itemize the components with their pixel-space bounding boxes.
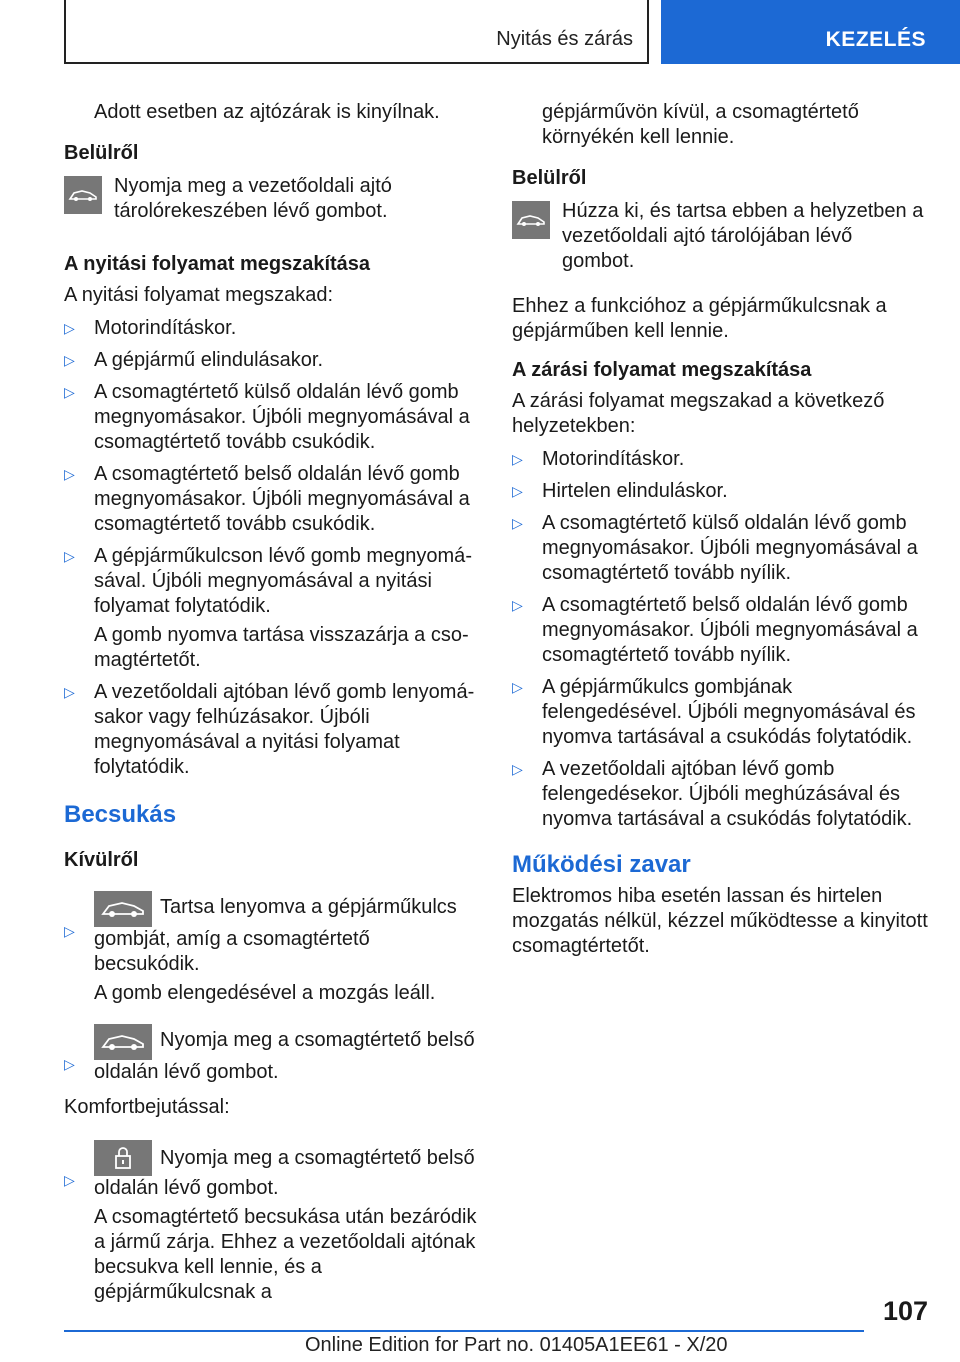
paragraph: Ehhez a funkcióhoz a gépjárműkulcsnak a gépjárműben kell lennie. <box>512 295 887 342</box>
triangle-bullet-icon: ▷ <box>64 1172 75 1188</box>
heading-fault: Működési zavar <box>512 851 691 878</box>
list-item: ▷ A gépjárműkulcs gombjának felengedésével. Újbóli megnyomásával és nyomva tartásával a csukódás folytatódik. <box>512 676 916 748</box>
list-item: ▷ A vezetőoldali ajtóban lévő gomb lenyomásakor vagy felhúzásakor. Újbóli megnyomásával a nyitási folyamat folytatódik. <box>64 681 475 778</box>
chapter-title: KEZELÉS <box>825 28 926 51</box>
list-item: ▷ Nyomja meg a csomagtértető belső oldalán lévő gombot. <box>64 1024 479 1085</box>
paragraph: A gomb nyomva tartása visszazárja a csomagtértetőt. <box>94 624 469 671</box>
bullet-list <box>64 1140 479 1305</box>
subheading-inside: Belülről <box>512 167 587 189</box>
paragraph: A csomagtértető becsukása után bezáródik a jármű zárja. Ehhez a vezetőoldali ajtónak becsukva kell lennie, és a gépjárműkulcsnak a <box>94 1206 477 1303</box>
car-tailgate-icon <box>94 891 152 927</box>
triangle-bullet-icon: ▷ <box>64 684 75 700</box>
triangle-bullet-icon: ▷ <box>64 548 75 564</box>
paragraph: A nyitási folyamat megszakad: <box>64 284 334 306</box>
bullet-list <box>512 447 928 832</box>
subheading-inside: Belülről <box>64 142 139 164</box>
list-item: ▷ A csomagtértető belső oldalán lévő gomb megnyomásakor. Újbóli megnyomásával a csomagtértető tovább nyílik. <box>512 594 918 666</box>
triangle-bullet-icon: ▷ <box>64 384 75 400</box>
edition-note: Online Edition for Part no. 01405A1EE61 - X/20 <box>305 1334 728 1356</box>
subheading-abort-closing: A zárási folyamat megszakítása <box>512 359 812 381</box>
subheading-outside: Kívülről <box>64 849 139 871</box>
triangle-bullet-icon: ▷ <box>64 1056 75 1072</box>
subheading-abort-opening: A nyitási folyamat megszakítása <box>64 253 371 275</box>
paragraph: A zárási folyamat megszakad a következő helyzetekben: <box>512 390 885 437</box>
list-item: ▷ A vezetőoldali ajtóban lévő gomb felengedésekor. Újbóli meghúzásával és nyomva tartásával a csukódás folytatódik. <box>512 758 913 830</box>
paragraph: Komfortbejutással: <box>64 1096 230 1118</box>
paragraph: Adott esetben az ajtózárak is kinyílnak. <box>94 101 440 123</box>
left-column <box>64 100 479 1312</box>
paragraph: Nyomja meg a vezetőoldali ajtó tárolórekeszében lévő gombot. <box>114 175 392 222</box>
paragraph: Elektromos hiba esetén lassan és hirtelen mozgatás nélkül, kézzel működtesse a kinyitott csomagtértetőt. <box>512 885 928 957</box>
triangle-bullet-icon: ▷ <box>512 597 523 613</box>
triangle-bullet-icon: ▷ <box>512 451 523 467</box>
triangle-bullet-icon: ▷ <box>64 352 75 368</box>
list-item: ▷ Tartsa lenyomva a gépjárműkulcs gombját, amíg a csomagtértető becsukódik. A gomb elengedésével a mozgás leáll. <box>64 891 479 1006</box>
lock-icon <box>94 1140 152 1176</box>
triangle-bullet-icon: ▷ <box>512 761 523 777</box>
triangle-bullet-icon: ▷ <box>64 320 75 336</box>
list-item: ▷ A csomagtértető külső oldalán lévő gomb megnyomásakor. Újbóli megnyomásával a csomagtértető tovább nyílik. <box>512 512 918 584</box>
triangle-bullet-icon: ▷ <box>512 515 523 531</box>
icon-paragraph <box>64 174 479 224</box>
list-item: ▷ Nyomja meg a csomagtértető belső oldalán lévő gombot. A csomagtértető becsukása után bezáródik a jármű zárja. Ehhez a vezetőoldali ajtónak becsukva kell lennie, és a gépjárműkulcsnak a <box>64 1140 479 1305</box>
paragraph: Húzza ki, és tartsa ebben a helyzetben a vezetőoldali ajtó tárolójában lévő gombot. <box>562 200 924 272</box>
paragraph: A gomb elengedésével a mozgás leáll. <box>94 982 436 1004</box>
bullet-list <box>64 316 479 780</box>
triangle-bullet-icon: ▷ <box>64 466 75 482</box>
list-item: ▷ A gépjármű elindulásakor. <box>64 349 324 371</box>
list-item: ▷ Motorindításkor. <box>64 317 237 339</box>
right-column <box>512 100 928 959</box>
bullet-list <box>64 891 479 1085</box>
list-item: ▷ Hirtelen elinduláskor. <box>512 480 728 502</box>
list-item: ▷ A csomagtértető külső oldalán lévő gomb megnyomásakor. Újbóli megnyomásával a csomagtértető tovább csukódik. <box>64 381 470 453</box>
icon-paragraph <box>512 199 928 274</box>
list-item: ▷ A csomagtértető belső oldalán lévő gomb megnyomásakor. Újbóli megnyomásával a csomagtértető tovább csukódik. <box>64 463 470 535</box>
list-item: ▷ Motorindításkor. <box>512 448 685 470</box>
header-left-frame <box>64 0 649 64</box>
car-tailgate-icon <box>94 1024 152 1060</box>
triangle-bullet-icon: ▷ <box>64 923 75 939</box>
section-title: Nyitás és zárás <box>496 28 633 50</box>
triangle-bullet-icon: ▷ <box>512 483 523 499</box>
heading-close: Becsukás <box>64 801 177 828</box>
paragraph: gépjárművön kívül, a csomagtértető környékén kell lennie. <box>542 101 859 148</box>
chapter-tab <box>661 0 960 64</box>
triangle-bullet-icon: ▷ <box>512 679 523 695</box>
car-tailgate-icon <box>64 176 102 214</box>
list-item: ▷ A gépjárműkulcson lévő gomb megnyomásával. Újbóli megnyomásával a nyitási folyamat folytatódik. A gomb nyomva tartása visszazárja a csomagtértetőt. <box>64 544 479 673</box>
page-number: 107 <box>882 1296 928 1326</box>
footer-rule <box>64 1330 864 1332</box>
car-tailgate-icon <box>512 201 550 239</box>
